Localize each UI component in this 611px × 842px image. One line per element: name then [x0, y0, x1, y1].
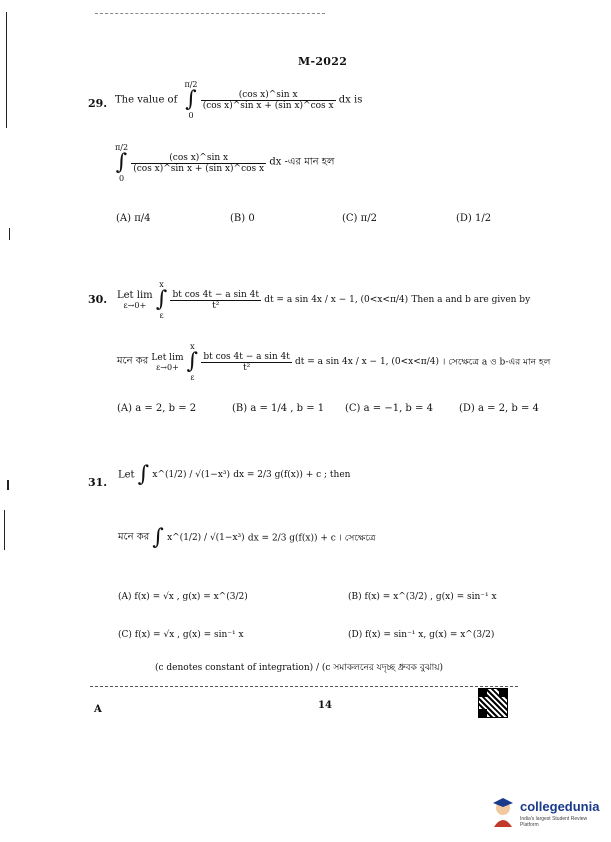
- scan-mark: [6, 12, 7, 128]
- q30-bn-int-lower: ε: [190, 373, 195, 382]
- logo-tagline: India's largest Student Review Platform: [520, 816, 588, 828]
- q29-fraction: [201, 90, 336, 111]
- q29-lower-limit: 0: [188, 111, 194, 120]
- q29-option-d: (D) 1/2: [456, 213, 492, 224]
- q31-integrand: x^(1/2) / √(1−x³): [152, 470, 231, 480]
- set-label: A: [94, 704, 102, 715]
- q31-option-c: (C) f(x) = √x , g(x) = sin⁻¹ x: [118, 630, 244, 640]
- q29-bn-lower: 0: [118, 174, 125, 183]
- question-29-bn: [115, 143, 335, 183]
- q30-bn-lim: Let lim: [151, 352, 184, 363]
- q31-option-a: (A) f(x) = √x , g(x) = x^(3/2): [118, 592, 248, 602]
- scan-mark: [4, 510, 5, 550]
- q30-bn-lim-sub: ε→0+: [156, 362, 179, 372]
- q29-bn-fraction: [131, 153, 266, 174]
- scan-mark: [9, 228, 10, 240]
- q31-option-d: (D) f(x) = sin⁻¹ x, g(x) = x^(3/2): [348, 630, 495, 640]
- integral-sign: ∫: [115, 150, 128, 175]
- q30-en-suffix: Then a and b are given by: [411, 295, 531, 305]
- q30-rhs: dt = a sin 4x / x − 1, (0<x<π/4): [264, 295, 409, 305]
- question-30-bn: [117, 342, 550, 382]
- question-30-en: [117, 280, 530, 320]
- integral-sign: ∫: [186, 349, 199, 374]
- qr-code: [478, 688, 508, 718]
- q29-en-prefix: The value of: [115, 94, 178, 106]
- q30-option-d: (D) a = 2, b = 4: [459, 403, 539, 414]
- q30-lim-sub: ε→0+: [123, 301, 147, 310]
- logo-name: collegedunia: [520, 799, 600, 814]
- q30-lim: Let lim: [117, 290, 153, 301]
- q31-en-prefix: Let: [118, 469, 135, 481]
- q29-option-a: (A) π/4: [116, 213, 151, 224]
- q30-bn-fraction: [201, 352, 292, 373]
- question-31-bn: [118, 527, 375, 549]
- q29-bn-numerator: (cos x)^sin x: [131, 153, 266, 164]
- q30-int-upper: x: [159, 280, 164, 289]
- q30-bn-suffix: । সেক্ষেত্রে a ও b-এর মান হল: [442, 357, 551, 368]
- q30-bn-numerator: bt cos 4t − a sin 4t: [203, 351, 290, 362]
- q29-upper-limit: π/2: [184, 80, 198, 89]
- q29-bn-denominator: (cos x)^sin x + (sin x)^cos x: [133, 163, 265, 174]
- q31-rhs: dx = 2/3 g(f(x)) + c ; then: [233, 470, 351, 480]
- q30-bn-denominator: t²: [242, 362, 251, 373]
- q30-option-a: (A) a = 2, b = 2: [117, 403, 197, 414]
- q30-option-c: (C) a = −1, b = 4: [345, 403, 433, 414]
- q29-numerator: (cos x)^sin x: [201, 90, 336, 101]
- q29-en-suffix: dx is: [338, 94, 363, 106]
- q30-option-b: (B) a = 1/4 , b = 1: [232, 403, 325, 414]
- q30-bn-int-upper: x: [190, 342, 195, 351]
- q31-bn-rhs: dx = 2/3 g(f(x)) + c । সেক্ষেত্রে: [247, 533, 376, 544]
- integral-sign: ∫: [155, 287, 168, 312]
- q30-numerator: bt cos 4t − a sin 4t: [172, 289, 259, 300]
- question-31-en: [118, 464, 350, 486]
- q30-denominator: t²: [212, 300, 220, 311]
- q31-bn-prefix: মনে কর: [118, 531, 150, 543]
- question-30-number: 30.: [88, 293, 108, 306]
- q30-fraction: [170, 290, 261, 311]
- footer-rule: [90, 686, 518, 687]
- graduate-icon: [490, 797, 516, 827]
- paper-code: M-2022: [298, 55, 348, 68]
- q31-option-b: (B) f(x) = x^(3/2) , g(x) = sin⁻¹ x: [348, 592, 497, 602]
- top-border-dashes: [95, 13, 325, 14]
- q29-bn-upper: π/2: [115, 143, 129, 152]
- q31-bn-integrand: x^(1/2) / √(1−x³): [167, 533, 245, 543]
- q31-note: (c denotes constant of integration) / (c সমাকলনের যদৃচ্ছ ধ্রুবক বুঝায়): [155, 663, 444, 673]
- scan-mark: [7, 480, 9, 490]
- q29-option-c: (C) π/2: [342, 213, 377, 224]
- q30-int-lower: ε: [159, 311, 164, 320]
- question-31-number: 31.: [88, 476, 108, 489]
- q29-bn-suffix: dx -এর মান হল: [269, 156, 335, 168]
- q29-denominator: (cos x)^sin x + (sin x)^cos x: [202, 100, 334, 111]
- q29-option-b: (B) 0: [230, 213, 255, 224]
- integral-sign: ∫: [185, 87, 197, 112]
- integral-sign: ∫: [137, 462, 150, 487]
- collegedunia-logo: [490, 797, 600, 831]
- q30-bn-rhs: dt = a sin 4x / x − 1, (0<x<π/4): [295, 357, 439, 367]
- page-number: 14: [318, 700, 332, 711]
- q30-bn-prefix: মনে কর: [117, 355, 149, 367]
- question-29-en: [115, 80, 362, 120]
- integral-sign: ∫: [152, 525, 164, 550]
- question-29-number: 29.: [88, 97, 108, 110]
